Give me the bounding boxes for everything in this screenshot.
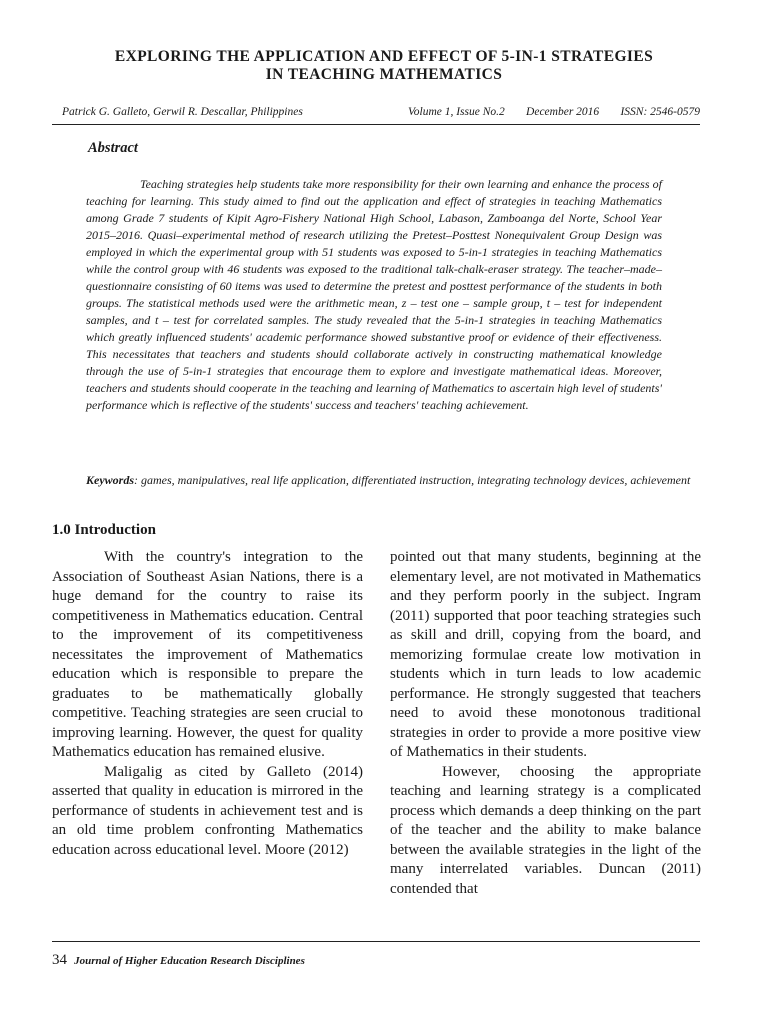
issue-info <box>408 106 700 118</box>
text-column-left <box>52 548 363 860</box>
issn: ISSN: 2546-0579 <box>620 106 700 118</box>
title-line-2: IN TEACHING MATHEMATICS <box>265 66 503 83</box>
authors-line: Patrick G. Galleto, Gerwil R. Descallar, Philippines <box>62 106 303 118</box>
section-heading-introduction: 1.0 Introduction <box>52 522 156 538</box>
keywords: Keywords: games, manipulatives, real life application, differentiated instruction, integrating technology devices, achievement <box>86 473 691 487</box>
footer-rule <box>52 941 700 942</box>
abstract-text: Teaching strategies help students take more responsibility for their own learning and enhance the process of teaching for learning. This study aimed to find out the application and effect of strategies in teaching Mathematics among Grade 7 students of Kipit Agro-Fishery National High School, Labason, Zamboanga del Norte, School Year 2015–2016. Quasi–experimental method of research utilizing the Pretest–Posttest Nonequivalent Group Design was employed in which the experimental group with 51 students was exposed to 5-in-1 strategies in teaching Mathematics while the control group with 46 students was exposed to the traditional talk-chalk-eraser strategy. The teacher–made–questionnaire consisting of 60 items was used to determine the pretest and posttest performance of the students in both groups. The statistical methods used were the arithmetic mean, z – test one – sample group, t – test for independent samples, and t – test for correlated samples. The study revealed that the 5-in-1 strategies in teaching Mathematics which greatly influenced students' academic performance showed substantive proof or evidence of their effectiveness. This necessitates that teachers and students should collaborate actively in constructing mathematical knowledge through the use of 5-in-1 strategies that encourage them to explore and investigate mathematical ideas. Moreover, teachers and students should cooperate in the teaching and learning of Mathematics to ascertain high level of students' performance which is reflective of the students' success and teachers' teaching achievement. <box>86 177 662 412</box>
article-title <box>40 48 728 84</box>
issue-date: December 2016 <box>526 106 600 118</box>
keywords-list: games, manipulatives, real life application, differentiated instruction, integrating technology devices, achievement <box>141 473 691 487</box>
journal-name: Journal of Higher Education Research Disciplines <box>74 955 305 967</box>
page-footer <box>52 952 305 969</box>
title-line-1: EXPLORING THE APPLICATION AND EFFECT OF 5-IN-1 STRATEGIES <box>114 48 654 65</box>
text-column-right <box>390 548 701 899</box>
page-number: 34 <box>52 952 67 968</box>
paragraph: pointed out that many students, beginning at the elementary level, are not motivated in Mathematics and they perform poorly in the subject. Ingram (2011) supported that poor teaching strategies such as skill and drill, copying from the board, and memorizing formulae create low motivation in students which in turn leads to low academic performance. He strongly suggested that teachers need to avoid these monotonous traditional strategies in order to provide a more positive view of Mathematics in their students. <box>390 549 701 760</box>
volume-issue: Volume 1, Issue No.2 <box>408 106 505 118</box>
paragraph: However, choosing the appropriate teaching and learning strategy is a complicated process which demands a deep thinking on the part of the teacher and the ability to make balance between the available strategies in the light of the many interrelated variables. Duncan (2011) contended that <box>390 763 701 897</box>
keywords-label: Keywords <box>86 473 134 487</box>
paragraph: With the country's integration to the Association of Southeast Asian Nations, there is a huge demand for the country to raise its competitiveness in Mathematics education. Central to the improvement of its competitiveness necessitates the improvement of Mathematics education which is responsible to prepare the graduates to be mathematically globally competitive. Teaching strategies are seen crucial to improving learning. However, the quest for quality Mathematics education has remained elusive. <box>52 549 363 760</box>
paragraph: Maligalig as cited by Galleto (2014) asserted that quality in education is mirrored in the performance of students in achievement test and is an old time problem confronting Mathematics education across educational level. Moore (2012) <box>52 763 363 858</box>
abstract-heading: Abstract <box>88 140 138 156</box>
header-rule <box>52 124 700 125</box>
